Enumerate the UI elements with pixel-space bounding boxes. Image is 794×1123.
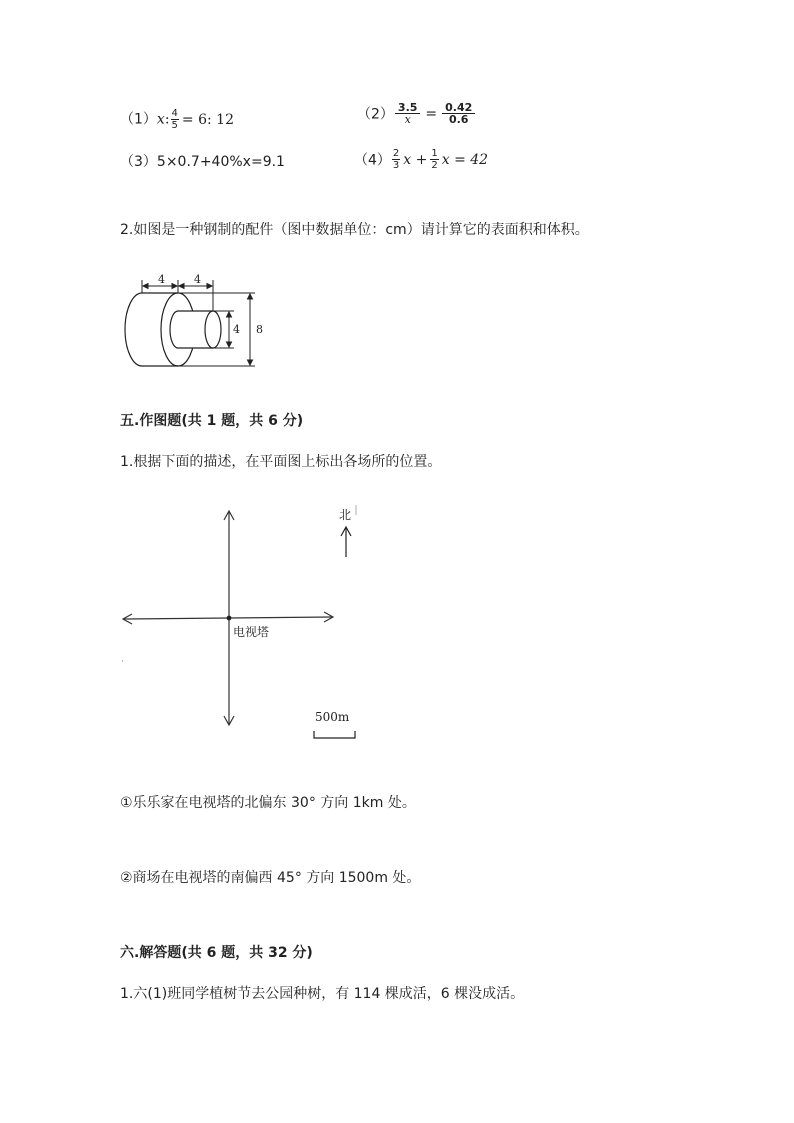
tv-tower-label: 电视塔 [233, 625, 270, 639]
dimension-label-left-width: 4 [158, 273, 165, 286]
north-arrow-icon [341, 527, 351, 557]
question-2-text: 2.如图是一种钢制的配件（图中数据单位：cm）请计算它的表面积和体积。 [120, 222, 589, 238]
equation-4 [354, 148, 488, 171]
fraction-numerator: 1 [431, 148, 438, 159]
top-dimension-lines [142, 280, 213, 311]
equation-1-colon: : [164, 111, 170, 128]
equation-1-variable: x [156, 111, 165, 128]
fraction-denominator: x [404, 113, 411, 126]
equation-2-fraction-left [395, 102, 421, 125]
dimension-label-outer-diameter: 8 [256, 323, 263, 336]
fraction-denominator: 3 [392, 160, 400, 171]
equation-3 [120, 151, 285, 171]
inner-cylinder [170, 311, 221, 348]
north-label: 北 [339, 508, 352, 522]
equation-4-middle: x + [403, 151, 428, 168]
fraction-denominator: 2 [431, 160, 438, 171]
steel-part-diagram [118, 268, 278, 372]
equation-3-text: 5×0.7+40%x=9.1 [156, 154, 285, 170]
fraction-numerator: 0.42 [442, 102, 475, 114]
section-6-question-1-text: 1.六(1)班同学植树节去公园种树，有 114 棵成活，6 棵没成活。 [120, 986, 525, 1002]
equation-2-fraction-right [442, 102, 475, 125]
equation-4-label: （4） [354, 152, 391, 169]
fraction-denominator: 5 [171, 120, 178, 131]
equation-2 [357, 102, 476, 125]
scale-bar [314, 731, 355, 738]
fraction-numerator: 2 [392, 148, 400, 159]
equation-4-fraction-2 [430, 148, 438, 171]
equation-1 [120, 108, 234, 131]
equation-3-label: （3） [120, 154, 157, 170]
section-5-item-2: ②商场在电视塔的南偏西 45° 方向 1500m 处。 [120, 870, 421, 886]
equation-2-label: （2） [357, 106, 394, 123]
equation-1-fraction [171, 108, 179, 131]
equation-4-rhs: x = 42 [441, 151, 489, 168]
scale-label: 500m [315, 710, 350, 724]
tv-tower-point [227, 616, 232, 621]
fraction-numerator: 3.5 [395, 102, 421, 114]
map-diagram [118, 500, 368, 750]
equation-4-fraction-1 [392, 148, 400, 171]
fraction-numerator: 4 [171, 108, 178, 119]
equation-1-label: （1） [120, 111, 157, 128]
dimension-label-inner-diameter: 4 [233, 323, 240, 336]
section-6-heading: 六.解答题(共 6 题，共 32 分) [120, 945, 313, 961]
dimension-label-right-width: 4 [194, 273, 201, 286]
fraction-denominator: 0.6 [448, 113, 469, 126]
section-5-heading: 五.作图题(共 1 题，共 6 分) [120, 413, 304, 429]
equation-1-rhs: = 6: 12 [181, 111, 234, 128]
section-5-question-1-text: 1.根据下面的描述，在平面图上标出各场所的位置。 [120, 454, 442, 470]
section-5-item-1: ①乐乐家在电视塔的北偏东 30° 方向 1km 处。 [120, 795, 416, 811]
equation-2-equals: = [425, 105, 438, 122]
stray-mark [122, 660, 123, 662]
